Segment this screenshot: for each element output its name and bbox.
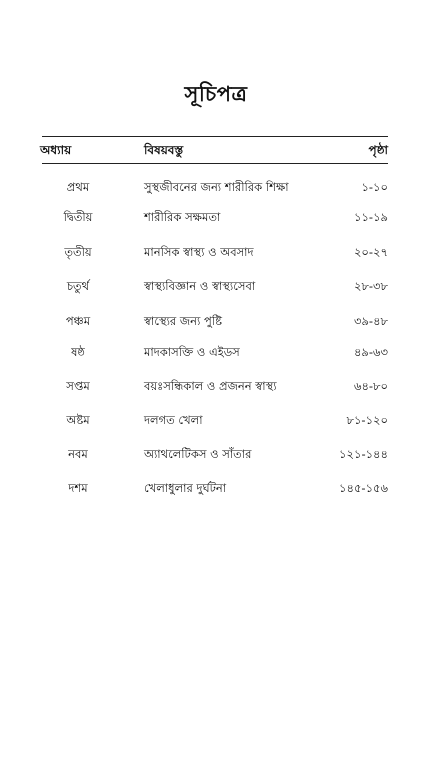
table-header <box>42 140 388 160</box>
pages-cell: ১১-১৯ <box>354 210 388 224</box>
table-row <box>42 276 388 296</box>
header-subject: বিষয়বস্তু <box>144 143 184 157</box>
table-row <box>42 311 388 331</box>
header-bottom-rule <box>42 163 388 164</box>
header-chapter: অধ্যায় <box>40 143 72 157</box>
table-row <box>42 478 388 498</box>
pages-cell: ২০-২৭ <box>353 245 388 259</box>
subject-cell: খেলাধুলার দুর্ঘটনা <box>144 481 227 495</box>
chapter-cell: তৃতীয় <box>64 245 92 259</box>
subject-cell: বয়ঃসন্ধিকাল ও প্রজনন স্বাস্থ্য <box>144 379 277 393</box>
chapter-cell: ষষ্ঠ <box>71 345 85 359</box>
chapter-cell: নবম <box>68 447 88 461</box>
page-title: সূচিপত্র <box>184 82 248 106</box>
table-row <box>42 207 388 227</box>
chapter-cell: অষ্টম <box>66 413 90 427</box>
subject-cell: অ্যাথলেটিকস ও সাঁতার <box>144 447 252 461</box>
subject-cell: শারীরিক সক্ষমতা <box>144 210 221 224</box>
pages-cell: ১২১-১৪৪ <box>339 447 388 461</box>
pages-cell: ৬৪-৮০ <box>353 379 388 393</box>
table-row <box>42 342 388 362</box>
header-top-rule <box>42 136 388 137</box>
table-row <box>42 444 388 464</box>
chapter-cell: সপ্তম <box>66 379 90 393</box>
subject-cell: মাদকাসক্তি ও এইডস <box>144 345 240 359</box>
table-row <box>42 376 388 396</box>
pages-cell: ৮১-১২০ <box>346 413 388 427</box>
chapter-cell: পঞ্চম <box>65 314 91 328</box>
subject-cell: সুস্থজীবনের জন্য শারীরিক শিক্ষা <box>144 180 289 194</box>
pages-cell: ১৪৫-১৫৬ <box>339 481 388 495</box>
table-row <box>42 410 388 430</box>
subject-cell: দলগত খেলা <box>144 413 203 427</box>
pages-cell: ৩৯-৪৮ <box>353 314 388 328</box>
chapter-cell: দশম <box>68 481 88 495</box>
chapter-cell: প্রথম <box>66 180 90 194</box>
header-page: পৃষ্ঠা <box>368 143 388 157</box>
chapter-cell: চতুর্থ <box>66 279 90 293</box>
pages-cell: ১-১০ <box>361 180 388 194</box>
subject-cell: মানসিক স্বাস্থ্য ও অবসাদ <box>144 245 254 259</box>
subject-cell: স্বাস্থ্যবিজ্ঞান ও স্বাস্থ্যসেবা <box>144 279 256 293</box>
pages-cell: ৪৯-৬৩ <box>353 345 388 359</box>
chapter-cell: দ্বিতীয় <box>63 210 93 224</box>
subject-cell: স্বাস্থ্যের জন্য পুষ্টি <box>144 314 223 328</box>
pages-cell: ২৮-৩৮ <box>353 279 388 293</box>
table-row <box>42 177 388 197</box>
table-row <box>42 242 388 262</box>
